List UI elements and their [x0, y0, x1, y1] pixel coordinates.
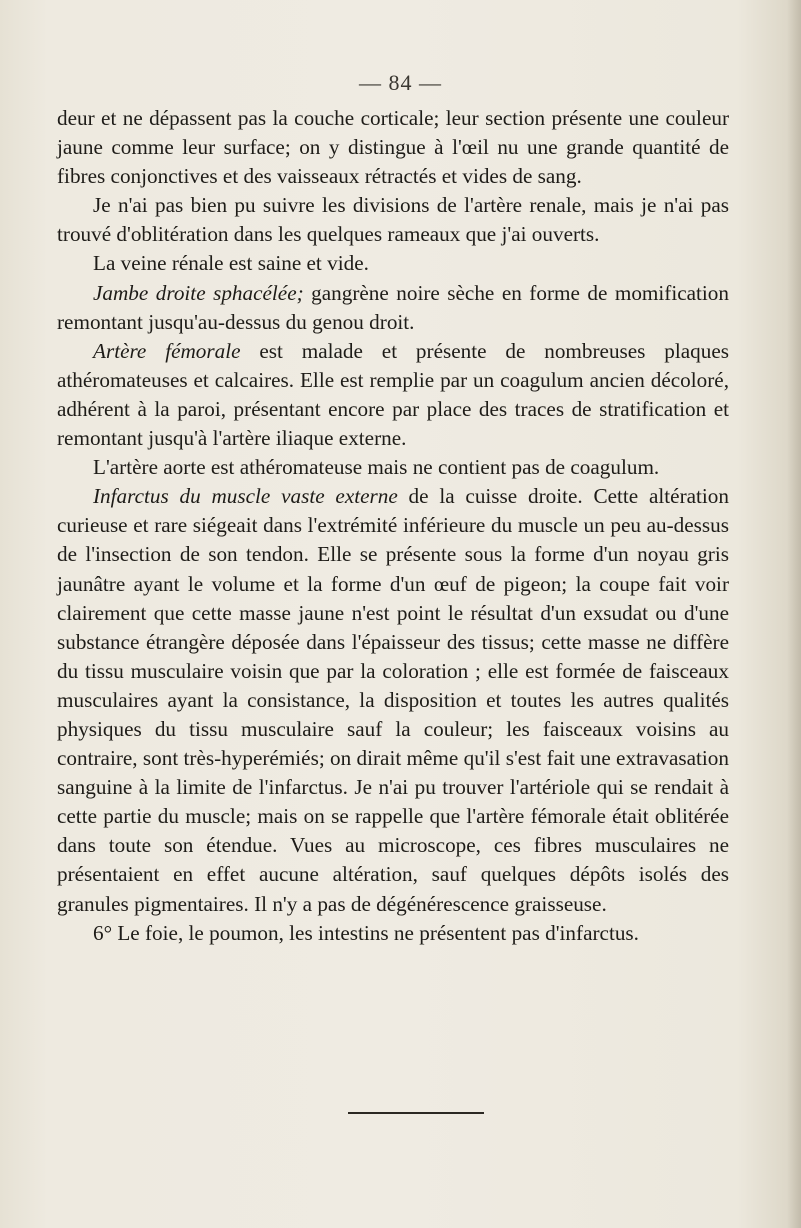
italic-heading: Artère fémorale	[93, 338, 241, 363]
paragraph	[57, 191, 729, 249]
paragraph	[57, 279, 729, 337]
paragraph-text: deur et ne dépassent pas la couche corticale; leur section présente une couleur jaune comme leur surface; on y distingue à l'œil nu une grande quantité de fibres conjonctives et des vaisseaux rétractés et vides de sang.	[57, 106, 729, 189]
paragraph	[57, 337, 729, 453]
page-edge-shadow	[787, 0, 801, 1228]
paragraph-text: Je n'ai pas bien pu suivre les divisions de l'artère renale, mais je n'ai pas trouvé d'oblitération dans les quelques rameaux que j'ai ouverts.	[57, 193, 729, 247]
paragraph	[57, 919, 729, 948]
paragraph	[57, 482, 729, 918]
section-divider-rule	[348, 1112, 484, 1114]
page-number: — 84 —	[359, 70, 442, 95]
paragraph	[57, 249, 729, 278]
paragraph	[57, 453, 729, 482]
paragraph-text: gangrène noire sèche en forme de momification remontant jusqu'au-dessus du genou droit.	[57, 280, 729, 334]
italic-heading: Jambe droite sphacélée;	[93, 280, 304, 305]
paragraph-text: La veine rénale est saine et vide.	[93, 251, 369, 276]
paragraph-text: de la cuisse droite. Cette altération curieuse et rare siégeait dans l'extrémité inférieure du muscle un peu au-dessus de l'insection de son tendon. Elle se présente sous la forme d'un noyau gris jaunâtre ayant le volume et la forme d'un œuf de pigeon; la coupe fait voir clairement que cette masse jaune n'est point le résultat d'un exsudat ou d'une substance étrangère déposée dans l'épaisseur des tissus; cette masse ne diffère du tissu musculaire voisin que par la coloration ; elle est formée de faisceaux musculaires ayant la consistance, la disposition et toutes les autres qualités physiques du tissu musculaire sauf la couleur; les faisceaux voisins au contraire, sont très-hyperémiés; on dirait même qu'il s'est fait une extravasation sanguine à la limite de l'infarctus. Je n'ai pu trouver l'artériole qui se rendait à cette partie du muscle; mais on se rappelle que l'artère fémorale était oblitérée dans toute son étendue. Vues au microscope, ces fibres musculaires ne présentaient en effet aucune altération, sauf quelques dépôts isolés des granules pigmentaires. Il n'y a pas de dégénérescence graisseuse.	[57, 484, 729, 916]
paragraph-text: 6° Le foie, le poumon, les intestins ne présentent pas d'infarctus.	[93, 920, 639, 945]
paragraph	[57, 104, 729, 191]
body-text	[57, 104, 729, 948]
paragraph-text: L'artère aorte est athéromateuse mais ne contient pas de coagulum.	[93, 455, 660, 480]
italic-heading: Infarctus du muscle vaste externe	[93, 484, 398, 509]
paragraph-text: est malade et présente de nombreuses plaques athéromateuses et calcaires. Elle est remplie par un coagulum ancien décoloré, adhérent à la paroi, présentant encore par place des traces de stratification et remontant jusqu'à l'artère iliaque externe.	[57, 338, 730, 451]
